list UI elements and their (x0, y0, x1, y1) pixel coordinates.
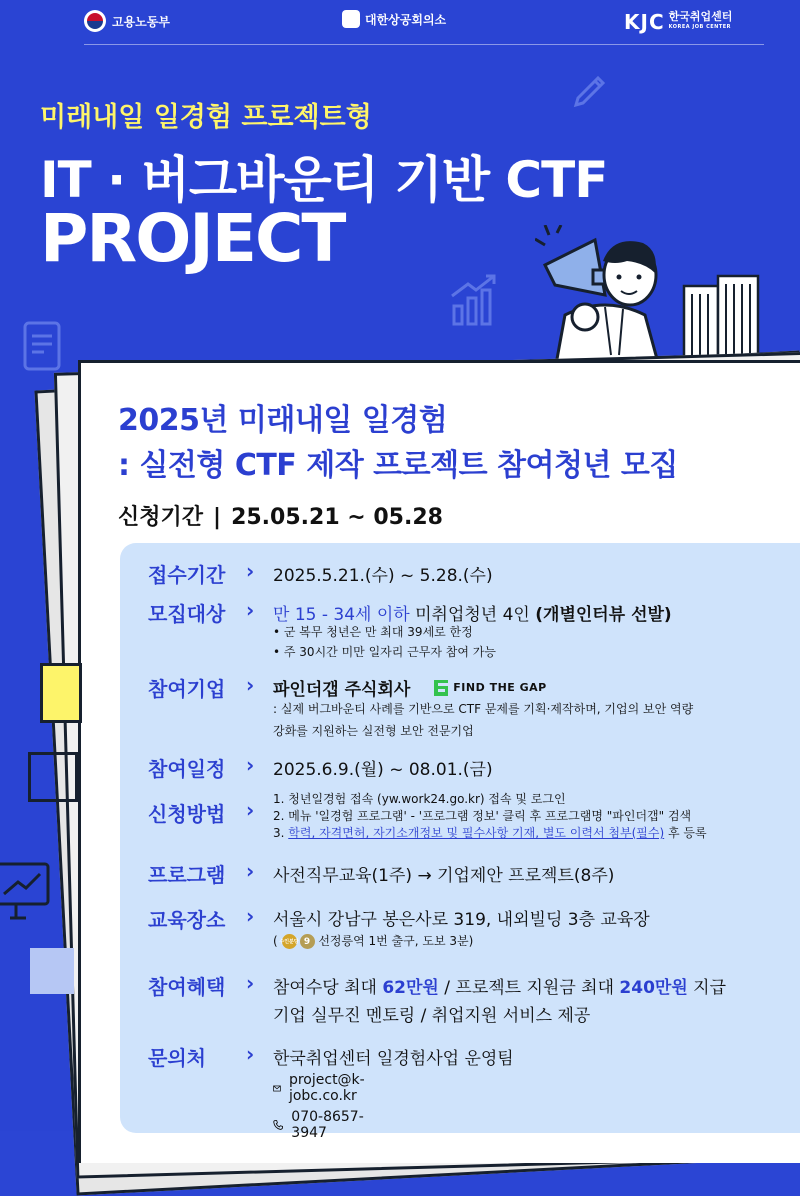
partner-logos (0, 0, 800, 46)
target-selection: (개별인터뷰 선발) (535, 605, 672, 625)
company-label: 참여기업 (148, 677, 226, 701)
place-address: 서울시 강남구 봉은사로 319, 내외빌딩 3층 교육장 (273, 910, 650, 930)
benefit-mentoring: 기업 실무진 멘토링 / 취업지원 서비스 제공 (273, 1006, 591, 1026)
benefit-allowance-amount: 62만원 (382, 978, 439, 998)
target-value: 미취업청년 4인 (409, 605, 536, 625)
suin-bundang-line-icon: 수인분당 (282, 934, 297, 949)
chevron-right-icon: › (246, 859, 255, 883)
header-divider (84, 44, 764, 45)
outline-decor-square (28, 752, 78, 802)
program-value: 사전직무교육(1주) → 기업제안 프로젝트(8주) (273, 866, 615, 886)
chevron-right-icon: › (246, 598, 255, 622)
moel-logo (84, 10, 170, 32)
chevron-right-icon: › (246, 753, 255, 777)
contact-email[interactable]: project@k-jobc.co.kr (288, 1072, 365, 1104)
kcci-logo-text: 대한상공회의소 (365, 12, 447, 27)
place-paren: ( (273, 934, 278, 948)
kjc-logo (624, 10, 732, 34)
monitor-chart-icon (0, 860, 56, 924)
chevron-right-icon: › (246, 1042, 255, 1066)
benefit-allowance-text: 참여수당 최대 (273, 978, 383, 998)
place-label: 교육장소 (148, 908, 226, 932)
period-label: 신청기간 (118, 505, 204, 530)
schedule-value: 2025.6.9.(월) ~ 08.01.(금) (273, 760, 493, 780)
chevron-right-icon: › (246, 904, 255, 928)
notice-heading: 2025년 미래내일 일경험 (118, 403, 448, 438)
chevron-right-icon: › (246, 673, 255, 697)
benefit-support-text: / 프로젝트 지원금 최대 (438, 978, 620, 998)
kjc-logo-mark: KJC (624, 10, 665, 34)
contact-phone-line (273, 1109, 371, 1141)
taegeuk-icon (84, 10, 106, 32)
kjc-logo-name: 한국취업센터 (668, 10, 733, 23)
target-age: 만 15 - 34세 이하 (273, 605, 410, 625)
phone-icon (273, 1118, 283, 1132)
notice-subheading: : 실전형 CTF 제작 프로젝트 참여청년 모집 (118, 448, 678, 483)
chevron-right-icon: › (246, 798, 255, 822)
findthegap-mark-icon (434, 680, 448, 696)
contact-phone[interactable]: 070-8657-3947 (291, 1109, 364, 1141)
yellow-decor-square (40, 663, 82, 723)
findthegap-logo (434, 680, 546, 696)
period-separator: | (213, 505, 222, 530)
benefit-pay-text: 지급 (687, 978, 726, 998)
findthegap-logo-text: FIND THE GAP (453, 681, 547, 694)
line9-icon: 9 (300, 934, 315, 949)
apply-step3-prefix: 3. (273, 826, 289, 840)
apply-step3-suffix: 후 등록 (664, 826, 707, 840)
apply-label: 신청방법 (148, 802, 226, 826)
apply-step1: 1. 청년일경험 접속 (yw.work24.go.kr) 접속 및 로그인 (273, 792, 566, 806)
company-desc-line2: 강화를 지원하는 실전형 보안 전문기업 (273, 724, 474, 738)
place-directions: 선정릉역 1번 출구, 도보 3분) (314, 934, 474, 948)
kcci-logo (342, 10, 446, 28)
reception-value: 2025.5.21.(수) ~ 5.28.(수) (273, 566, 493, 586)
apply-step2: 2. 메뉴 '일경험 프로그램' - '프로그램 정보' 클릭 후 프로그램명 "파인더갭" 검색 (273, 809, 692, 823)
target-note-military: • 군 복무 청년은 만 최대 39세로 한정 (273, 625, 473, 639)
schedule-label: 참여일정 (148, 757, 226, 781)
main-title-project: PROJECT (40, 200, 345, 277)
apply-step3-requirements: 학력, 자격면허, 자기소개정보 및 필수사항 기재, 별도 이력서 첨부(필수) (288, 826, 665, 840)
pencil-icon (570, 68, 610, 108)
benefit-support-amount: 240만원 (619, 978, 688, 998)
chevron-right-icon: › (246, 971, 255, 995)
lightblue-decor-square (30, 948, 74, 994)
company-desc-line1: : 실제 버그바운티 사례를 기반으로 CTF 문제를 기획·제작하며, 기업의 보안 역량 (273, 702, 694, 716)
contact-email-line (273, 1072, 371, 1104)
growth-chart-icon (450, 272, 498, 328)
application-period (118, 500, 443, 531)
moel-logo-text: 고용노동부 (112, 14, 170, 29)
target-note-parttime: • 주 30시간 미만 일자리 근무자 참여 가능 (273, 645, 496, 659)
chevron-right-icon: › (246, 559, 255, 583)
reception-label: 접수기간 (148, 563, 226, 587)
document-icon (22, 320, 66, 376)
project-type-subtitle: 미래내일 일경험 프로젝트형 (40, 102, 372, 133)
mail-icon (273, 1083, 281, 1094)
kcci-gear-icon (342, 10, 360, 28)
contact-label: 문의처 (148, 1046, 206, 1070)
company-name: 파인더갭 주식회사 (273, 680, 411, 700)
target-label: 모집대상 (148, 602, 226, 626)
period-value: 25.05.21 ~ 05.28 (231, 505, 443, 530)
megaphone-character-illustration (535, 225, 685, 370)
benefit-label: 참여혜택 (148, 975, 226, 999)
main-title: IT · 버그바운티 기반 CTF (40, 151, 608, 209)
program-label: 프로그램 (148, 863, 226, 887)
contact-team: 한국취업센터 일경험사업 운영팀 (273, 1049, 514, 1069)
kjc-logo-sub: KOREA JOB CENTER (668, 24, 732, 30)
